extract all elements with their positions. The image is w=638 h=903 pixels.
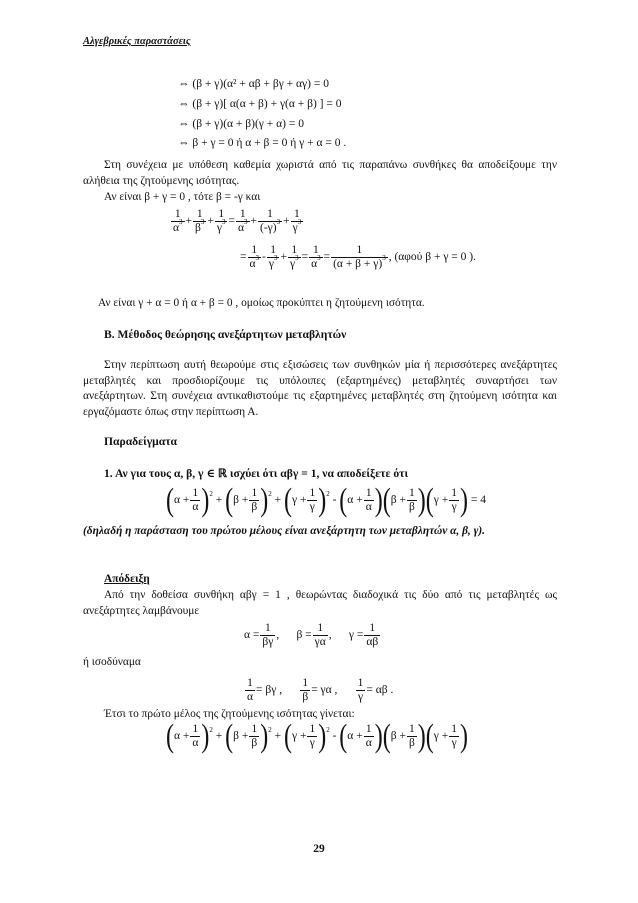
identity-rhs: = 4 (470, 494, 486, 507)
condition-note: , (αφού β + γ = 0 ). (388, 251, 476, 264)
case-other: Αν είναι γ + α = 0 ή α + β = 0 , ομοίως προκύπτει η ζητούμενη ισότητα. (98, 297, 425, 309)
main-identity: (α + $\frac{1}{\alpha}$ )$^2$ + (β + $\frac{1}{\beta}$ )$^2$ + (γ + $\frac{1}{\gamma}$ )$^2$ - (α + $\frac{1}{\alpha}$ )(β + $\frac{1}{\beta}$ )(γ + $\frac{1}{\gamma}$ ) = 4 (166, 482, 486, 519)
equiv-line-3: ⇔ (β + γ)(α + β)(γ + α) = 0 (178, 118, 304, 130)
section-b-title: Β. Μέθοδος θεώρησης ανεξάρτητων μεταβλητών (104, 328, 347, 341)
fraction-equation-1: $\frac{1}{\alpha^3}$ + $\frac{1}{\beta^3}$ + $\frac{1}{\gamma^3}$ = $\frac{1}{\alpha^3}$ + $\frac{1}{(-\gamma)^3}$ + $\frac{1}{\gamma^3}$ (173, 208, 302, 234)
running-header: Αλγεβρικές παραστάσεις (83, 36, 191, 47)
example-1-note: (δηλαδή η παράσταση του πρώτου μέλους είναι ανεξάρτητη των μεταβλητών α, β, γ). (83, 525, 486, 537)
proof-paragraph-2: Έτσι το πρώτο μέλος της ζητούμενης ισότητας γίνεται: (104, 708, 355, 720)
equiv-line-2: ⇔ (β + γ)[ α(α + β) + γ(α + β) ] = 0 (178, 98, 342, 110)
first-member-expression: (α + $\frac{1}{\alpha}$ )$^2$ + (β + $\frac{1}{\beta}$ )$^2$ + (γ + $\frac{1}{\gamma}$ )$^2$ - (α + $\frac{1}{\alpha}$ )(β + $\frac{1}{\beta}$ )(γ + $\frac{1}{\gamma}$ ) (166, 718, 468, 755)
examples-title: Παραδείγματα (104, 435, 178, 448)
fraction-equation-2: = $\frac{1}{\alpha^3}$ - $\frac{1}{\gamma^3}$ + $\frac{1}{\gamma^3}$ = $\frac{1}{\alpha^3}$ = $\frac{1}{(\alpha + \beta + \gamma)^3}$ , (αφού β + γ = 0 ). (240, 244, 476, 270)
equivalently-label: ή ισοδύναμα (83, 656, 141, 668)
paragraph-case-intro: Στη συνέχεια με υπόθεση καθεμία χωριστά από τις παραπάνω συνθήκες θα αποδείξουμε την αλήθεια της ζητούμενης ισότητας. (83, 159, 557, 187)
equiv-line-4: ⇔ β + γ = 0 ή α + β = 0 ή γ + α = 0 . (178, 137, 347, 149)
proof-paragraph-1: Από την δοθείσα συνθήκη αβγ = 1 , θεωρώντας διαδοχικά τις δύο από τις μεταβλητές ως ανεξάρτητες λαμβάνουμε (83, 589, 557, 617)
case-beta-gamma: Αν είναι β + γ = 0 , τότε β = -γ και (104, 191, 261, 203)
example-1-statement: 1. Αν για τους α, β, γ ∈ ℝ ισχύει ότι αβγ = 1, να αποδείξετε ότι (104, 467, 409, 480)
equivalent-equations: $\frac{1}{\alpha}$ = βγ , $\frac{1}{\beta}$ = γα , $\frac{1}{\gamma}$ = αβ . (247, 677, 394, 703)
proof-title: Απόδειξη (104, 573, 150, 585)
paragraph-method-b: Στην περίπτωση αυτή θεωρούμε στις εξισώσεις των συνθηκών μία ή περισσότερες ανεξάρτητες μεταβλητές και προσδιορίζουμε τις υπόλοιπες (εξαρτημένες) μεταβλητές συναρτήσει των ανεξάρτητων. Στη συνέχεια αντικαθιστούμε τις εξαρτημένες μεταβλητές στη ζητούμενη ισότητα και εργαζόμαστε όπως στην περίπτωση Α. (83, 359, 557, 418)
equiv-line-1: ⇔ (β + γ)(α² + αβ + βγ + αγ) = 0 (178, 78, 329, 90)
page-number: 29 (313, 843, 325, 855)
substitution-equations: α = $\frac{1}{\beta\gamma}$ , β = $\frac{1}{\gamma\alpha}$ , γ = $\frac{1}{\alpha\beta}$ (244, 622, 379, 648)
